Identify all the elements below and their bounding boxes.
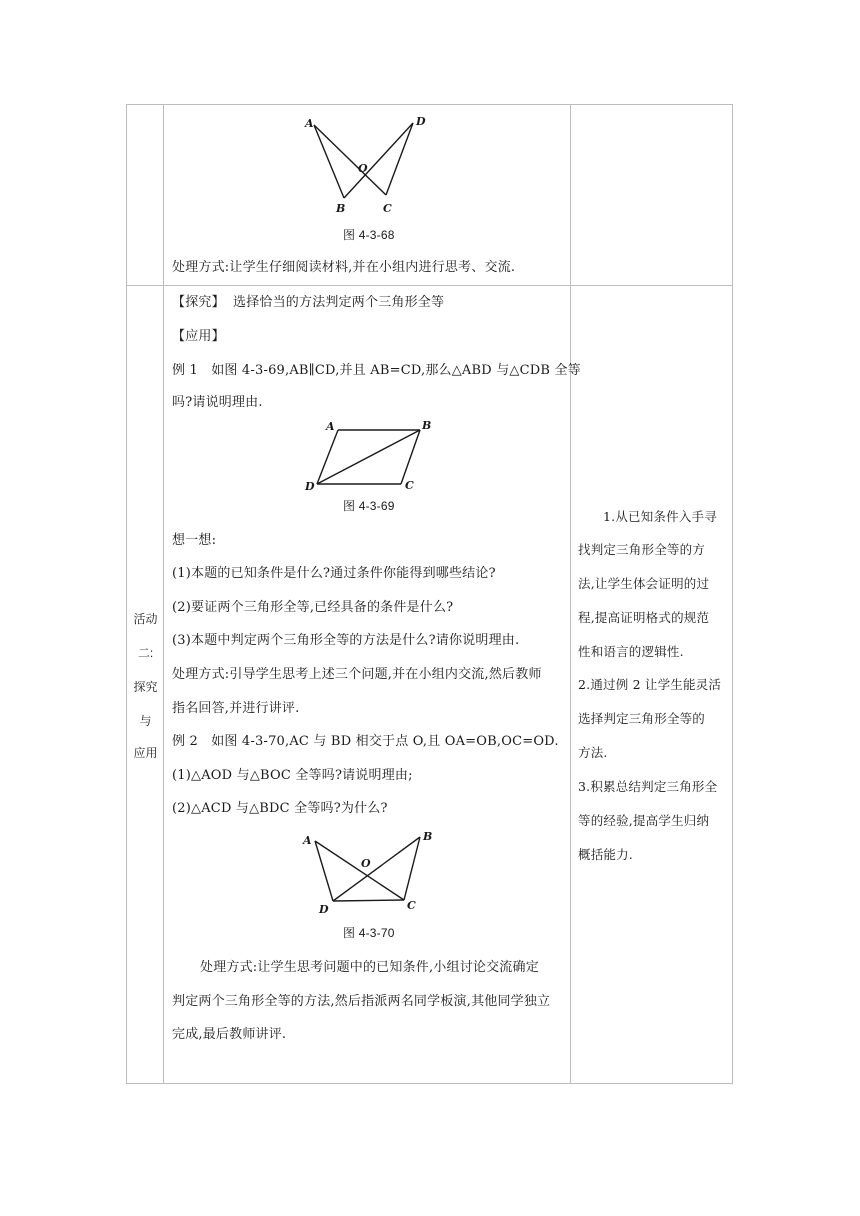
activity-label-3: 探究	[133, 680, 158, 694]
fig70-label-O: O	[361, 857, 371, 870]
note-line: 方法.	[578, 745, 608, 760]
fig69-label-A: A	[326, 420, 335, 433]
example1-line1: 例 1 如图 4-3-69,AB∥CD,并且 AB=CD,那么△ABD 与△CDB 全等	[172, 363, 581, 378]
question-2: (2)要证两个三角形全等,已经具备的条件是什么?	[172, 600, 454, 615]
note-line: 法,让学生体会证明的过	[578, 576, 710, 591]
activity-label-2: 二:	[137, 646, 154, 660]
method2-line2: 判定两个三角形全等的方法,然后指派两名同学板演,其他同学独立	[172, 994, 551, 1009]
note-line: 3.积累总结判定三角形全	[578, 779, 718, 794]
fig68-label-B: B	[336, 202, 346, 215]
fig70-label-D: D	[319, 903, 329, 916]
explore-text: 选择恰当的方法判定两个三角形全等	[233, 295, 445, 310]
fig68-label-D: D	[416, 115, 426, 128]
lesson-table	[126, 104, 733, 1084]
figure-4-3-68	[305, 113, 435, 213]
note-line: 概括能力.	[578, 847, 633, 862]
note-line: 性和语言的逻辑性.	[578, 644, 684, 659]
fig70-caption: 图 4-3-70	[343, 926, 395, 940]
method2-line1: 处理方式:让学生思考问题中的已知条件,小组讨论交流确定	[200, 960, 539, 975]
method2-line3: 完成,最后教师讲评.	[172, 1027, 287, 1042]
apply-tag: 【应用】	[172, 329, 225, 344]
note-line: 等的经验,提高学生归纳	[578, 813, 710, 828]
think-heading: 想一想:	[172, 533, 217, 548]
example1-line2: 吗?请说明理由.	[172, 395, 263, 410]
fig70-label-C: C	[407, 899, 416, 912]
note-line: 选择判定三角形全等的	[578, 711, 706, 726]
activity-label-5: 应用	[133, 746, 158, 760]
fig70-label-B: B	[423, 830, 433, 843]
method1-line1: 处理方式:引导学生思考上述三个问题,并在小组内交流,然后教师	[172, 667, 542, 682]
method1-line2: 指名回答,并进行讲评.	[172, 701, 300, 716]
column-divider-2	[570, 105, 571, 1083]
figure-4-3-70	[303, 827, 437, 915]
figure-4-3-69	[305, 418, 435, 493]
example2-question-2: (2)△ACD 与△BDC 全等吗?为什么?	[172, 801, 388, 816]
fig70-label-A: A	[303, 834, 312, 847]
fig69-label-D: D	[305, 480, 315, 493]
note-line: 1.从已知条件入手寻	[603, 509, 717, 524]
note-line: 找判定三角形全等的方	[578, 542, 706, 557]
explore-tag: 【探究】	[172, 295, 225, 310]
fig68-label-O: O	[358, 162, 368, 175]
question-3: (3)本题中判定两个三角形全等的方法是什么?请你说明理由.	[172, 633, 520, 648]
activity-label-1: 活动	[133, 612, 158, 626]
fig68-caption: 图 4-3-68	[343, 228, 395, 242]
fig68-label-A: A	[305, 117, 314, 130]
question-1: (1)本题的已知条件是什么?通过条件你能得到哪些结论?	[172, 566, 496, 581]
fig68-label-C: C	[383, 202, 392, 215]
row1-method: 处理方式:让学生仔细阅读材料,并在小组内进行思考、交流.	[172, 260, 516, 275]
fig69-label-C: C	[405, 479, 414, 492]
note-line: 2.通过例 2 让学生能灵活	[578, 677, 722, 692]
activity-label-4: 与	[139, 714, 152, 728]
fig69-label-B: B	[422, 419, 432, 432]
note-line: 程,提高证明格式的规范	[578, 610, 710, 625]
column-divider-1	[163, 105, 164, 1083]
example2-line1: 例 2 如图 4-3-70,AC 与 BD 相交于点 O,且 OA=OB,OC=OD.	[172, 734, 559, 749]
fig69-caption: 图 4-3-69	[343, 499, 395, 513]
example2-question-1: (1)△AOD 与△BOC 全等吗?请说明理由;	[172, 768, 413, 783]
row-divider	[127, 285, 732, 286]
